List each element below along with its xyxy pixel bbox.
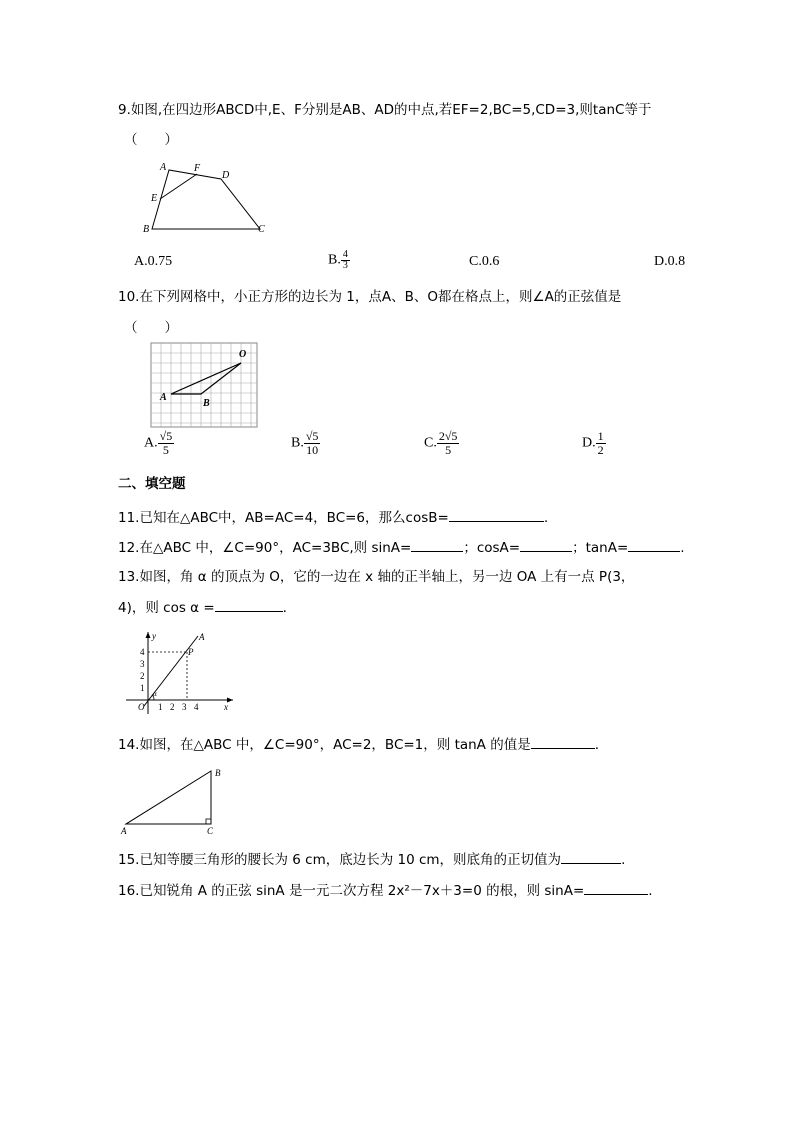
q11-answer-blank[interactable] [449, 507, 544, 522]
q9-text: 9.如图,在四边形ABCD中,E、F分别是AB、AD的中点,若EF=2,BC=5,CD=3,则tanC等于 [118, 102, 652, 118]
q12-cosa-blank[interactable] [520, 537, 572, 552]
q13-label-a: A [199, 632, 205, 642]
q10-option-a[interactable]: A. $\frac{√5}{5}$ [144, 429, 173, 457]
q10-option-d-fraction: $\frac{1}{2}$ [597, 429, 604, 457]
q9-option-b[interactable] [328, 250, 350, 271]
q10-option-c-fraction: $\frac{2√5}{5}$ [438, 429, 458, 457]
q14-label-a: A [121, 826, 127, 836]
q15-answer-blank[interactable] [561, 849, 621, 864]
q13-tick-y3: 3 [140, 659, 145, 669]
q14-answer-blank[interactable] [531, 734, 595, 749]
q10-grid-figure [150, 342, 258, 428]
q13-tick-y1: 1 [140, 683, 145, 693]
q9-label-c: C [258, 224, 265, 235]
q13-label-p: P [188, 647, 194, 657]
q13-label-o: O [138, 702, 145, 712]
q9-label-a: A [160, 162, 167, 173]
q9-answer-paren: （ ） [124, 132, 178, 148]
q9-option-a[interactable]: A.0.75 [134, 254, 173, 269]
q13-coordinate-figure [120, 628, 240, 718]
q13-tick-x2: 2 [170, 702, 175, 712]
q10-text: 10.在下列网格中，小正方形的边长为 1，点A、B、O都在格点上，则∠A的正弦值是 [118, 289, 622, 305]
q10-label-a: A [160, 392, 167, 403]
q15-line: 15.已知等腰三角形的腰长为 6 cm，底边长为 10 cm，则底角的正切值为 . [118, 849, 625, 870]
q13-label-x: x [224, 702, 228, 712]
q10-option-b-fraction: $\frac{√5}{10}$ [305, 429, 319, 457]
q12-tana-blank[interactable] [628, 537, 680, 552]
q9-quadrilateral-figure [140, 158, 275, 238]
q13-line1: 13.如图，角 α 的顶点为 O，它的一边在 x 轴的正半轴上，另一边 OA 上有一点 P(3， [118, 569, 635, 585]
q12-sina-blank[interactable] [411, 537, 463, 552]
q13-tick-x1: 1 [158, 702, 163, 712]
q13-line2: 4)，则 cos α = . [118, 597, 287, 618]
q16-answer-blank[interactable] [584, 880, 648, 895]
q11-line: 11.已知在△ABC中，AB=AC=4，BC=6，那么cosB= . [118, 507, 548, 528]
q10-label-b: B [203, 398, 210, 409]
q9-label-e: E [151, 193, 158, 204]
q10-label-o: O [239, 349, 247, 360]
q10-answer-paren: （ ） [124, 320, 178, 336]
q9-label-b: B [143, 224, 150, 235]
q14-right-triangle-figure [118, 764, 228, 836]
q10-option-d[interactable]: D. $\frac{1}{2}$ [582, 429, 604, 457]
q10-option-b[interactable]: B. $\frac{√5}{10}$ [291, 429, 319, 457]
q10-option-c[interactable]: C. $\frac{2√5}{5}$ [424, 429, 458, 457]
q13-label-alpha: α [153, 690, 157, 698]
q9-option-c[interactable]: C.0.6 [469, 254, 500, 269]
q9-option-b-fraction: $\frac{4}{3}$ [342, 249, 348, 271]
q9-option-d[interactable]: D.0.8 [654, 254, 686, 269]
q13-tick-y2: 2 [140, 671, 145, 681]
q12-line: 12.在△ABC 中，∠C=90°，AC=3BC,则 sinA= ；cosA= ；tanA= . [118, 537, 685, 558]
q14-label-c: C [207, 826, 214, 836]
q13-tick-x4: 4 [194, 702, 199, 712]
q9-option-b-prefix: B. [328, 252, 341, 268]
q13-tick-x3: 3 [182, 702, 187, 712]
q13-label-y: y [152, 631, 156, 641]
q14-label-b: B [215, 768, 221, 778]
q10-option-a-fraction: $\frac{√5}{5}$ [159, 429, 173, 457]
q14-line: 14.如图，在△ABC 中，∠C=90°，AC=2，BC=1，则 tanA 的值是 . [118, 734, 599, 755]
q9-label-f: F [194, 163, 201, 174]
section-fill-in-title: 二、填空题 [118, 476, 186, 492]
q13-answer-blank[interactable] [215, 597, 283, 612]
q9-label-d: D [222, 170, 230, 181]
q16-line: 16.已知锐角 A 的正弦 sinA 是一元二次方程 2x²－7x＋3=0 的根，则 sinA= . [118, 880, 653, 901]
q13-tick-y4: 4 [140, 647, 145, 657]
